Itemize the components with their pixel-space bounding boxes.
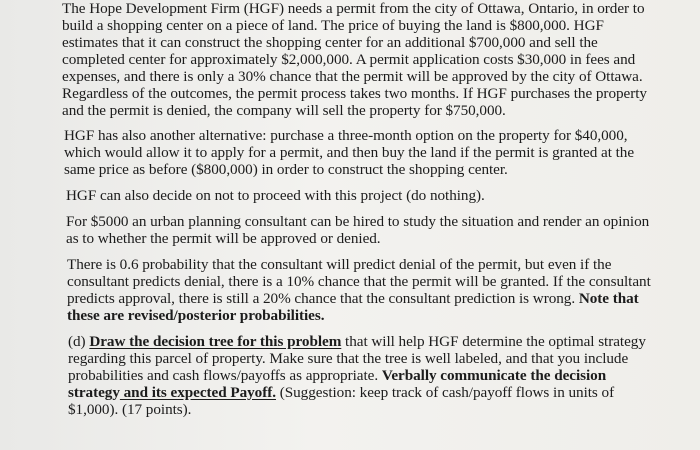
strategy-bold: strategy [68, 384, 120, 401]
p2-line-1: HGF has also another alternative: purchase a three-month option on the property for $40,000, [64, 127, 628, 144]
verbal-communicate-bold: Verbally communicate the decision [381, 367, 607, 384]
p1-line-4: completed center for approximately $2,000,000. A permit application costs $30,000 in fees and [62, 51, 636, 68]
p6-line-1 [68, 334, 682, 350]
p1-line-3: estimates that it can construct the shopping center for an additional $700,000 and sell the [62, 34, 598, 51]
p5-line-4-bold: these are revised/posterior probabilities. [67, 307, 325, 324]
draw-tree-instruction: Draw the decision tree for this problem [89, 333, 342, 350]
p6-line-1-rest: that will help HGF determine the optimal strategy [341, 333, 646, 350]
p6-line-2: regarding this parcel of property. Make sure that the tree is well labeled, and that you include [68, 350, 629, 367]
expected-payoff-bold: and its expected Payoff. [119, 384, 276, 401]
p6-line-5: $1,000). (17 points). [68, 401, 192, 418]
p4-line-2: as to whether the permit will be approved or denied. [66, 230, 381, 247]
p2-line-3: same price as before ($800,000) in order to construct the shopping center. [64, 161, 508, 178]
p1-line-7: and the permit is denied, the company will sell the property for $750,000. [62, 102, 506, 119]
p5-line-3 [67, 291, 682, 307]
p1-line-6: Regardless of the outcomes, the permit process takes two months. If HGF purchases the property [62, 85, 647, 102]
p1-line-5: expenses, and there is only a 30% chance that the permit will be approved by the city of Ottawa. [62, 68, 643, 85]
p1-line-2: build a shopping center on a piece of land. The price of buying the land is $800,000. HGF [62, 17, 604, 34]
suggestion-text: (Suggestion: keep track of cash/payoff flows in units of [275, 384, 615, 401]
part-d-label: (d) [68, 333, 90, 350]
p3-line-1: HGF can also decide on not to proceed with this project (do nothing). [66, 187, 485, 204]
p5-note-bold: Note that [578, 290, 639, 307]
p6-line-3 [68, 368, 682, 384]
p6-line-4 [68, 385, 682, 401]
p5-line-3-text: predicts approval, there is still a 20% chance that the consultant prediction is wrong. [67, 290, 579, 307]
p4-line-1: For $5000 an urban planning consultant can be hired to study the situation and render an opinion [66, 213, 650, 230]
p5-line-1: There is 0.6 probability that the consultant will predict denial of the permit, but even if the [67, 256, 612, 273]
p1-line-1: The Hope Development Firm (HGF) needs a permit from the city of Ottawa, Ontario, in order to [62, 0, 645, 17]
p2-line-2: which would allow it to apply for a permit, and then buy the land if the permit is granted at the [64, 144, 635, 161]
p6-line-3-text: probabilities and cash flows/payoffs as appropriate. [68, 367, 382, 384]
p5-line-2: consultant predicts denial, there is a 10% chance that the permit will be granted. If the consultant [67, 273, 651, 290]
